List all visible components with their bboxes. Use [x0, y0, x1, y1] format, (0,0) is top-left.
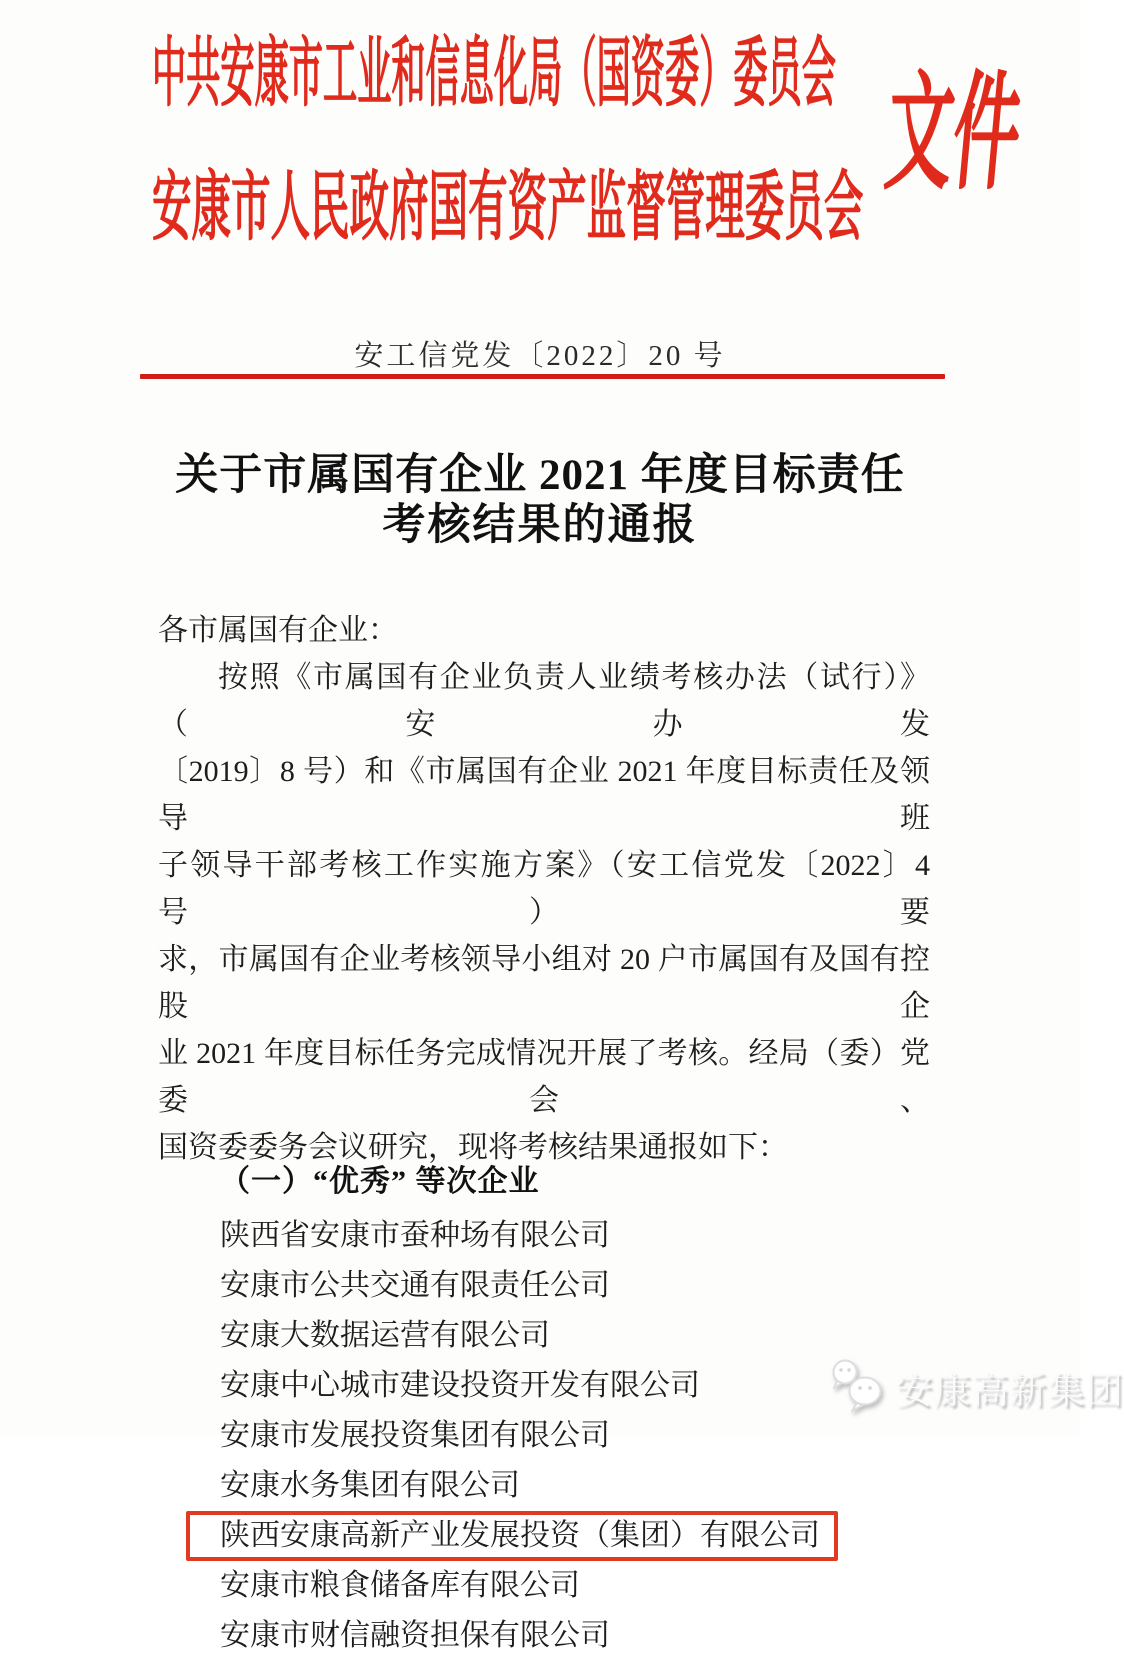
wechat-icon: [828, 1359, 888, 1415]
document-title: [75, 452, 1005, 550]
red-highlight-box: 陕西安康高新产业发展投资（集团）有限公司: [186, 1511, 838, 1561]
paragraph-line: 子领导干部考核工作实施方案》（安工信党发〔2022〕4 号）要: [158, 849, 930, 929]
list-item: 陕西省安康市蚕种场有限公司: [220, 1219, 610, 1252]
paragraph-line: 按照《市属国有企业负责人业绩考核办法（试行）》（安办发: [158, 661, 930, 741]
paragraph-line: 〔2019〕8 号）和《市属国有企业 2021 年度目标责任及领导班: [158, 755, 930, 835]
list-item: 安康市公共交通有限责任公司: [220, 1269, 610, 1302]
list-item: 安康市粮食储备库有限公司: [220, 1569, 580, 1602]
list-item: 安康市财信融资担保有限公司: [220, 1619, 610, 1652]
list-item: 安康大数据运营有限公司: [220, 1319, 550, 1352]
document-body: [158, 607, 930, 1661]
paragraph-line: 求，市属国有企业考核领导小组对 20 户市属国有及国有控股企: [158, 943, 930, 1023]
red-divider-rule: [140, 374, 945, 379]
section-heading-excellent-grade: （一）“优秀” 等次企业: [220, 1165, 540, 1198]
letterhead-document-mark: 文件: [880, 63, 1027, 205]
list-item: 安康水务集团有限公司: [220, 1469, 520, 1502]
document-number: 安工信党发〔2022〕20 号: [354, 340, 726, 372]
salutation: 各市属国有企业：: [158, 614, 398, 647]
letterhead-org-line-1: 中共安康市工业和信息化局（国资委）委员会: [152, 32, 836, 116]
list-item: 安康中心城市建设投资开发有限公司: [220, 1369, 700, 1402]
list-item: 安康市发展投资集团有限公司: [220, 1419, 610, 1452]
document-title-line-1: 关于市属国有企业 2021 年度目标责任: [175, 452, 905, 499]
paragraph-line: 国资委委务会议研究，现将考核结果通报如下：: [158, 1131, 788, 1164]
paragraph-line: 业 2021 年度目标任务完成情况开展了考核。经局（委）党委会、: [158, 1037, 930, 1117]
watermark-label: 安康高新集团: [896, 1370, 1124, 1411]
list-item-highlighted: [220, 1511, 930, 1561]
document-title-line-2: 考核结果的通报: [382, 502, 698, 549]
watermark: [828, 1356, 1124, 1418]
letterhead-org-line-2: 安康市人民政府国有资产监督管理委员会: [152, 166, 864, 250]
excellent-company-list: [158, 1211, 930, 1661]
